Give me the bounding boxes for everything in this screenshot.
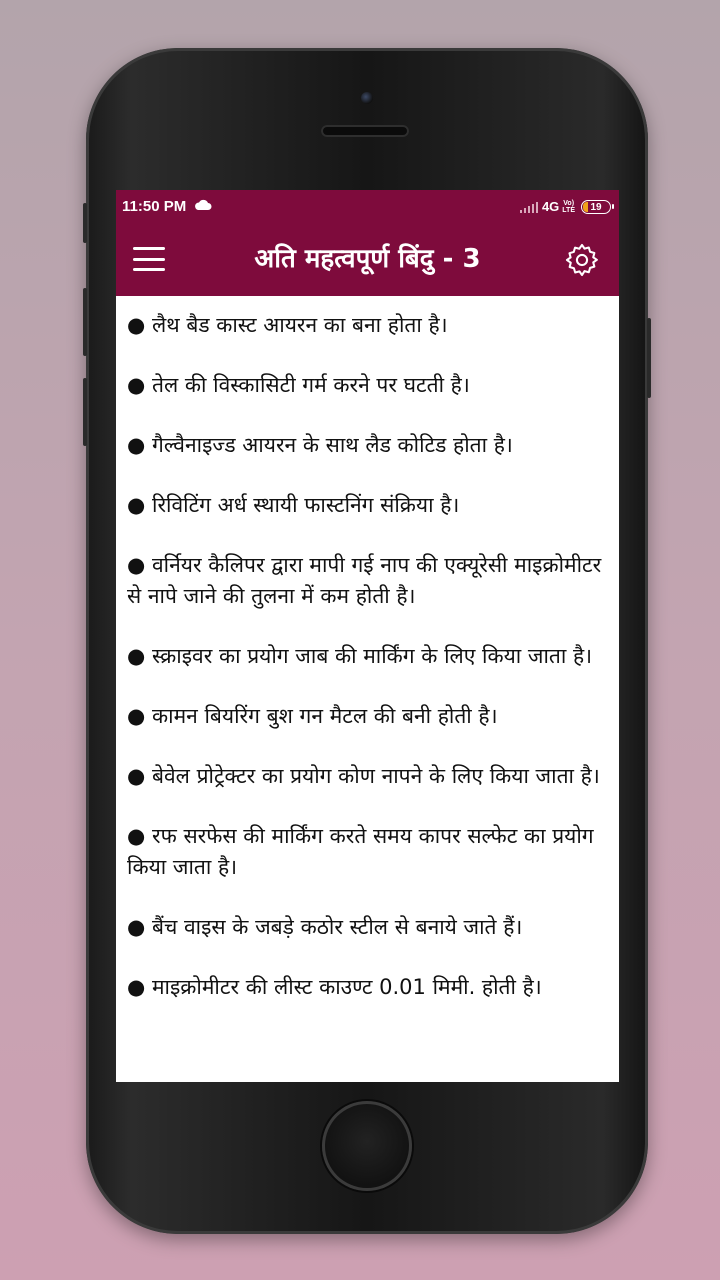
power-button [647, 318, 651, 398]
list-item: ● रिविटिंग अर्ध स्थायी फास्टनिंग संक्रिया है। [127, 493, 460, 517]
app-bar [116, 223, 619, 296]
gear-icon[interactable] [563, 241, 601, 279]
signal-strength-icon [520, 201, 538, 213]
list-item: ● माइक्रोमीटर की लीस्ट काउण्ट 0.01 मिमी. होती है। [127, 975, 542, 999]
list-item: ● लैथ बैड कास्ट आयरन का बना होता है। [127, 313, 448, 337]
front-camera [361, 92, 373, 104]
volume-down-button [83, 378, 87, 446]
list-item: ● रफ सरफेस की मार्किंग करते समय कापर सल्फेट का प्रयोग किया जाता है। [127, 824, 594, 879]
list-item: ● वर्नियर कैलिपर द्वारा मापी गई नाप की एक्यूरेसी माइक्रोमीटर से नापे जाने की तुलना में कम होती है। [127, 553, 602, 608]
home-button[interactable] [322, 1101, 412, 1191]
volume-up-button [83, 288, 87, 356]
status-time: 11:50 PM [122, 198, 187, 215]
list-item: ● कामन बियरिंग बुश गन मैटल की बनी होती है। [127, 704, 498, 728]
volte-icon: Vo) LTE [562, 199, 575, 214]
battery-icon [581, 200, 611, 214]
list-item: ● स्क्राइवर का प्रयोग जाब की मार्किंग के लिए किया जाता है। [127, 644, 593, 668]
list-item: ● बेवेल प्रोट्रेक्टर का प्रयोग कोण नापने के लिए किया जाता है। [127, 764, 600, 788]
battery-level: 19 [590, 201, 602, 213]
status-bar [116, 190, 619, 223]
network-type: 4G [541, 199, 560, 214]
hamburger-menu-icon[interactable] [133, 247, 165, 271]
list-item: ● गैल्वैनाइज्ड आयरन के साथ लैड कोटिड होता है। [127, 433, 513, 457]
points-list [116, 296, 619, 1003]
list-item: ● बैंच वाइस के जबड़े कठोर स्टील से बनाये जाते हैं। [127, 915, 523, 939]
silent-switch [83, 203, 87, 243]
list-item: ● तेल की विस्कासिटी गर्म करने पर घटती है। [127, 373, 470, 397]
earpiece-speaker [321, 125, 409, 137]
page-title: अति महत्वपूर्ण बिंदु - 3 [254, 244, 481, 274]
phone-screen [116, 190, 619, 1082]
cloud-icon [194, 198, 212, 215]
